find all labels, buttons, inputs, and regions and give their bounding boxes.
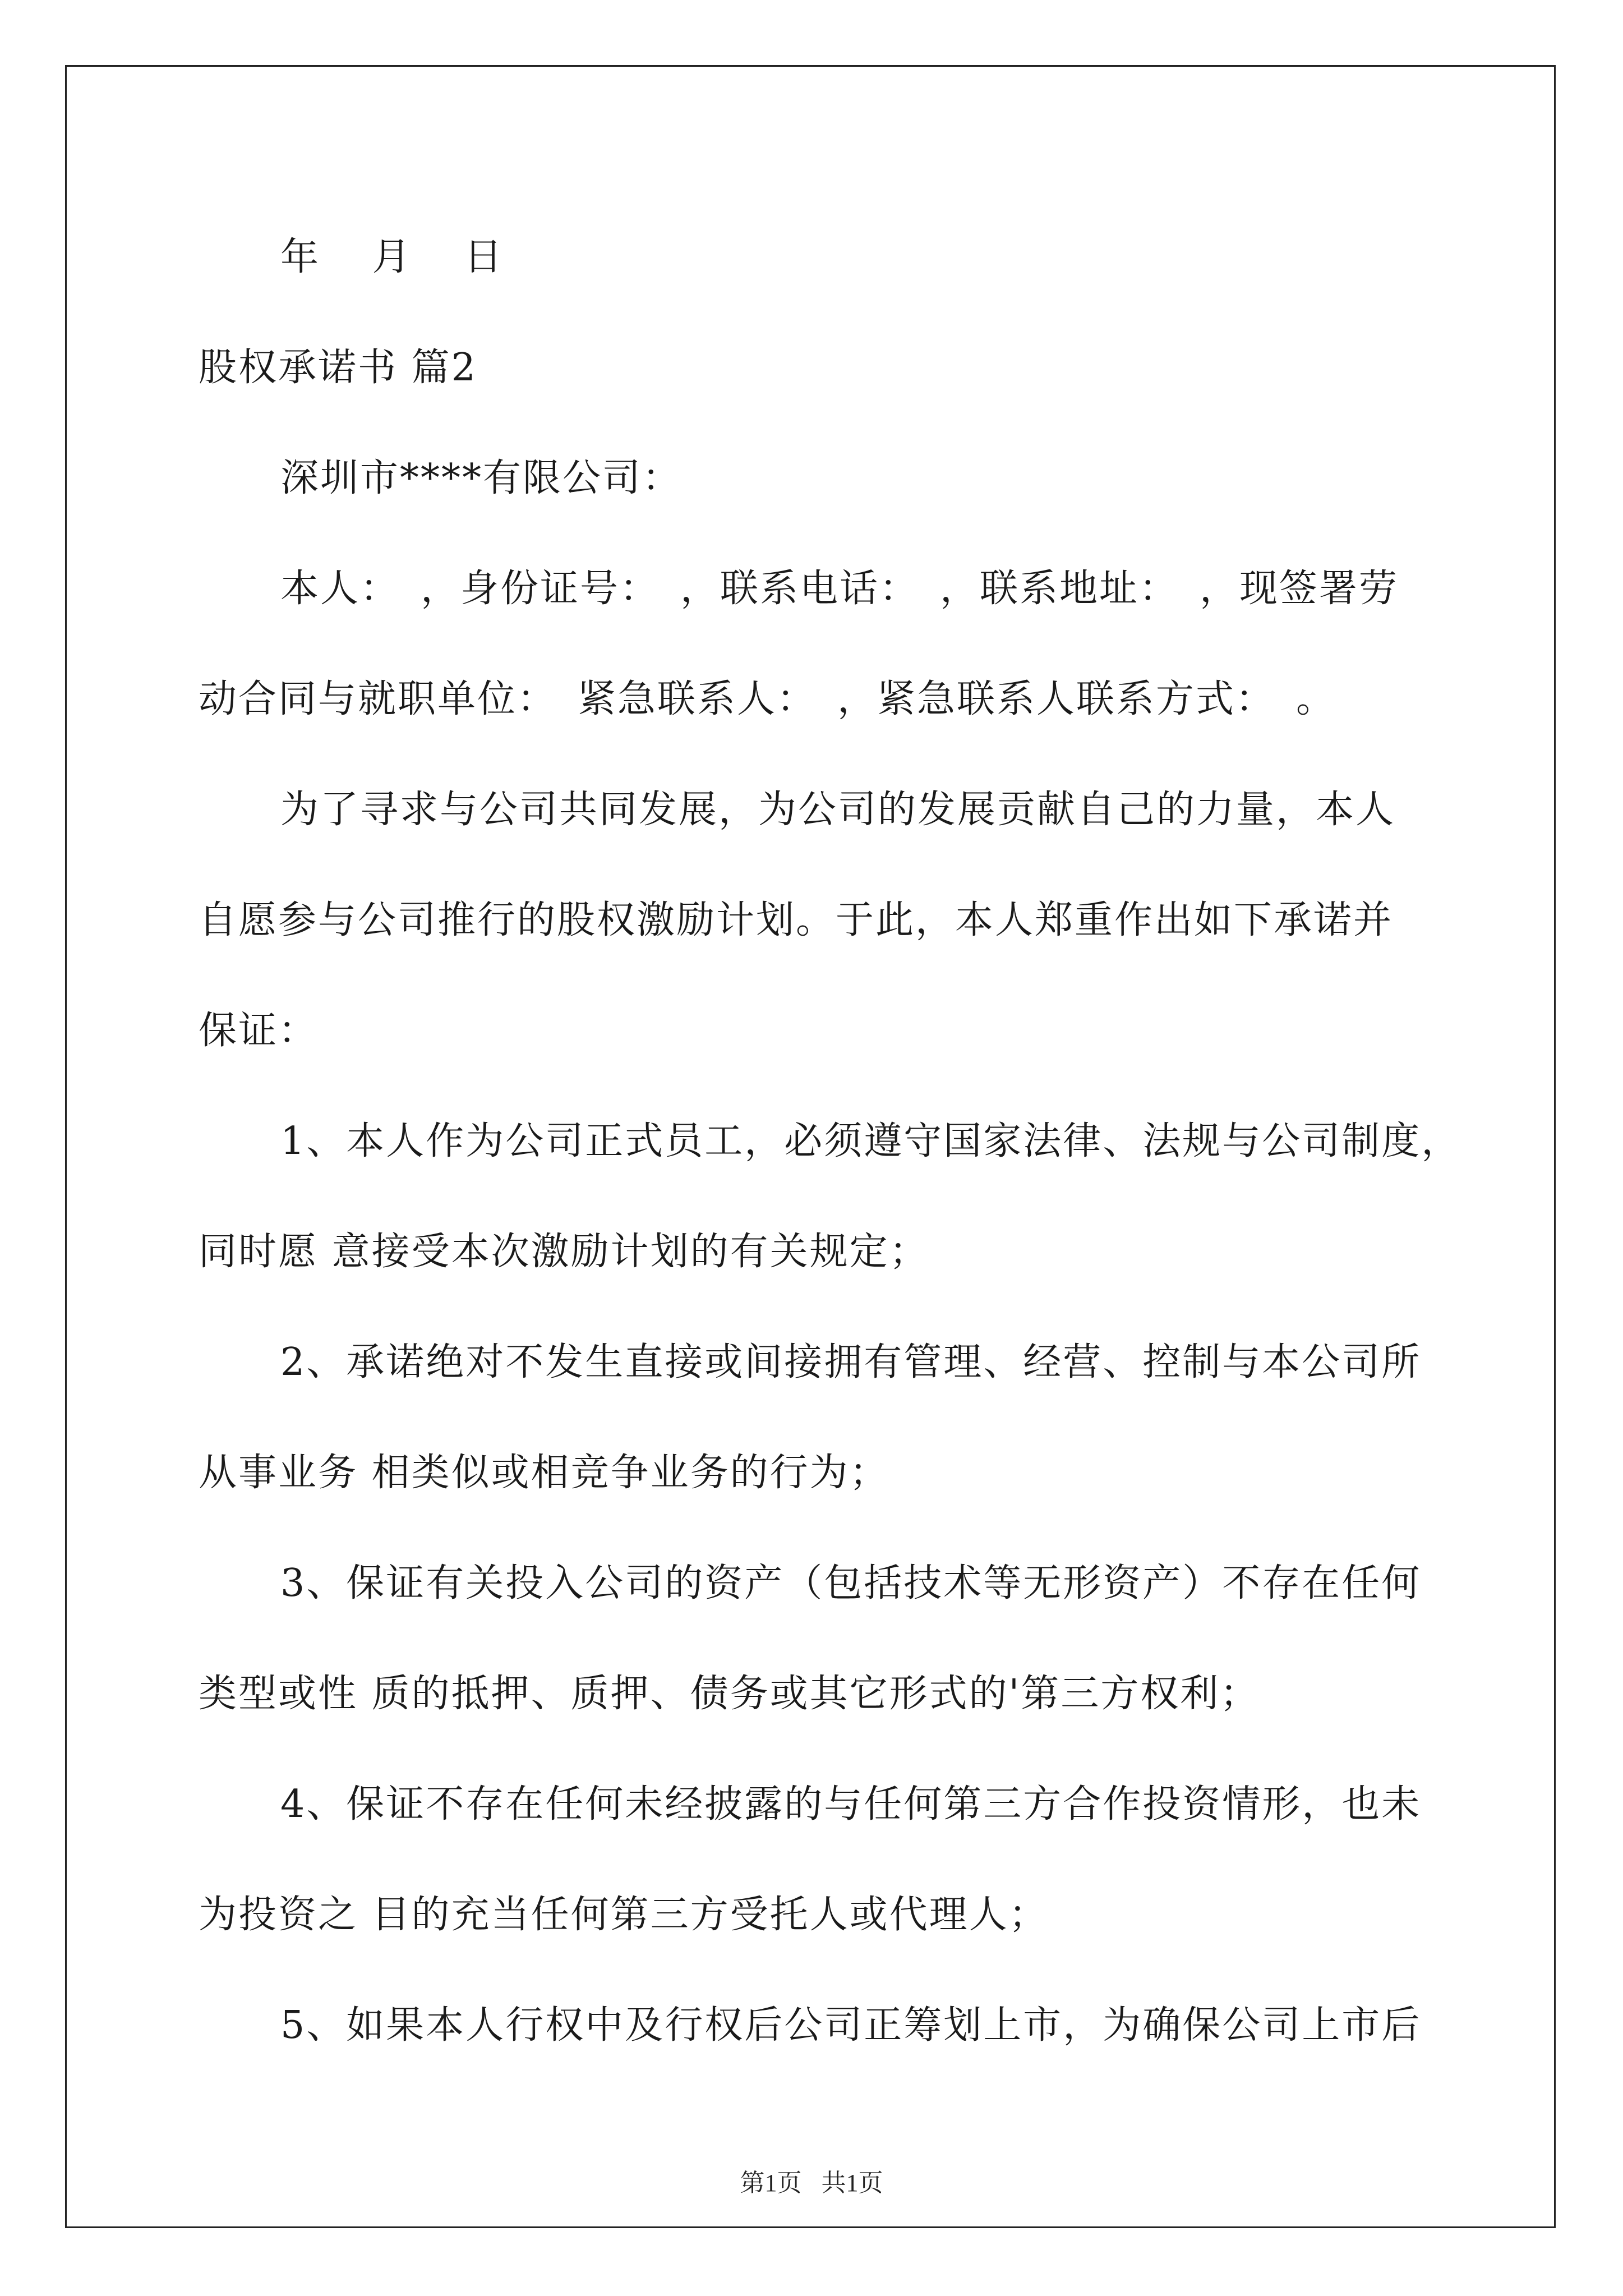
- document-body: [199, 202, 1461, 2081]
- clause-line: 5、如果本人行权中及行权后公司正筹划上市，为确保公司上市后: [280, 2003, 1422, 2047]
- clause-line: 3、保证有关投入公司的资产（包括技术等无形资产）不存在任何: [280, 1561, 1422, 1605]
- clause-line: 2、承诺绝对不发生直接或间接拥有管理、经营、控制与本公司所: [280, 1340, 1422, 1384]
- paragraph-line: 保证：: [199, 1009, 319, 1053]
- clause-line: 为投资之 目的充当任何第三方受托人或代理人；: [199, 1893, 1049, 1937]
- clause-line: 类型或性 质的抵押、质押、债务或其它形式的'第三方权利；: [199, 1672, 1260, 1716]
- paragraph-line: 自愿参与公司推行的股权激励计划。于此，本人郑重作出如下承诺并: [199, 898, 1394, 942]
- paragraph-line: 动合同与就职单位： 紧急联系人： ，紧急联系人联系方式： 。: [199, 677, 1336, 721]
- paragraph-line: 本人： ，身份证号： ，联系电话： ，联系地址： ，现签署劳: [280, 567, 1399, 611]
- clause-line: 1、本人作为公司正式员工，必须遵守国家法律、法规与公司制度，: [280, 1119, 1461, 1163]
- clause-line: 从事业务 相类似或相竞争业务的行为；: [199, 1451, 889, 1495]
- page-total: 共1页: [821, 2169, 883, 2197]
- clause-line: 4、保证不存在任何未经披露的与任何第三方合作投资情形，也未: [280, 1782, 1422, 1826]
- date-month: 月: [372, 235, 412, 279]
- date-line: [199, 202, 1421, 312]
- page-number: 第1页: [740, 2169, 802, 2197]
- section-title: 股权承诺书 篇2: [199, 346, 477, 390]
- paragraph-line: 为了寻求与公司共同发展，为公司的发展贡献自己的力量，本人: [280, 788, 1396, 832]
- addressee-line: 深圳市****有限公司：: [280, 456, 683, 500]
- date-day: 日: [464, 235, 504, 279]
- page-footer: [0, 2162, 1623, 2198]
- clause-line: 同时愿 意接受本次激励计划的有关规定；: [199, 1230, 929, 1274]
- date-year: 年: [280, 235, 321, 279]
